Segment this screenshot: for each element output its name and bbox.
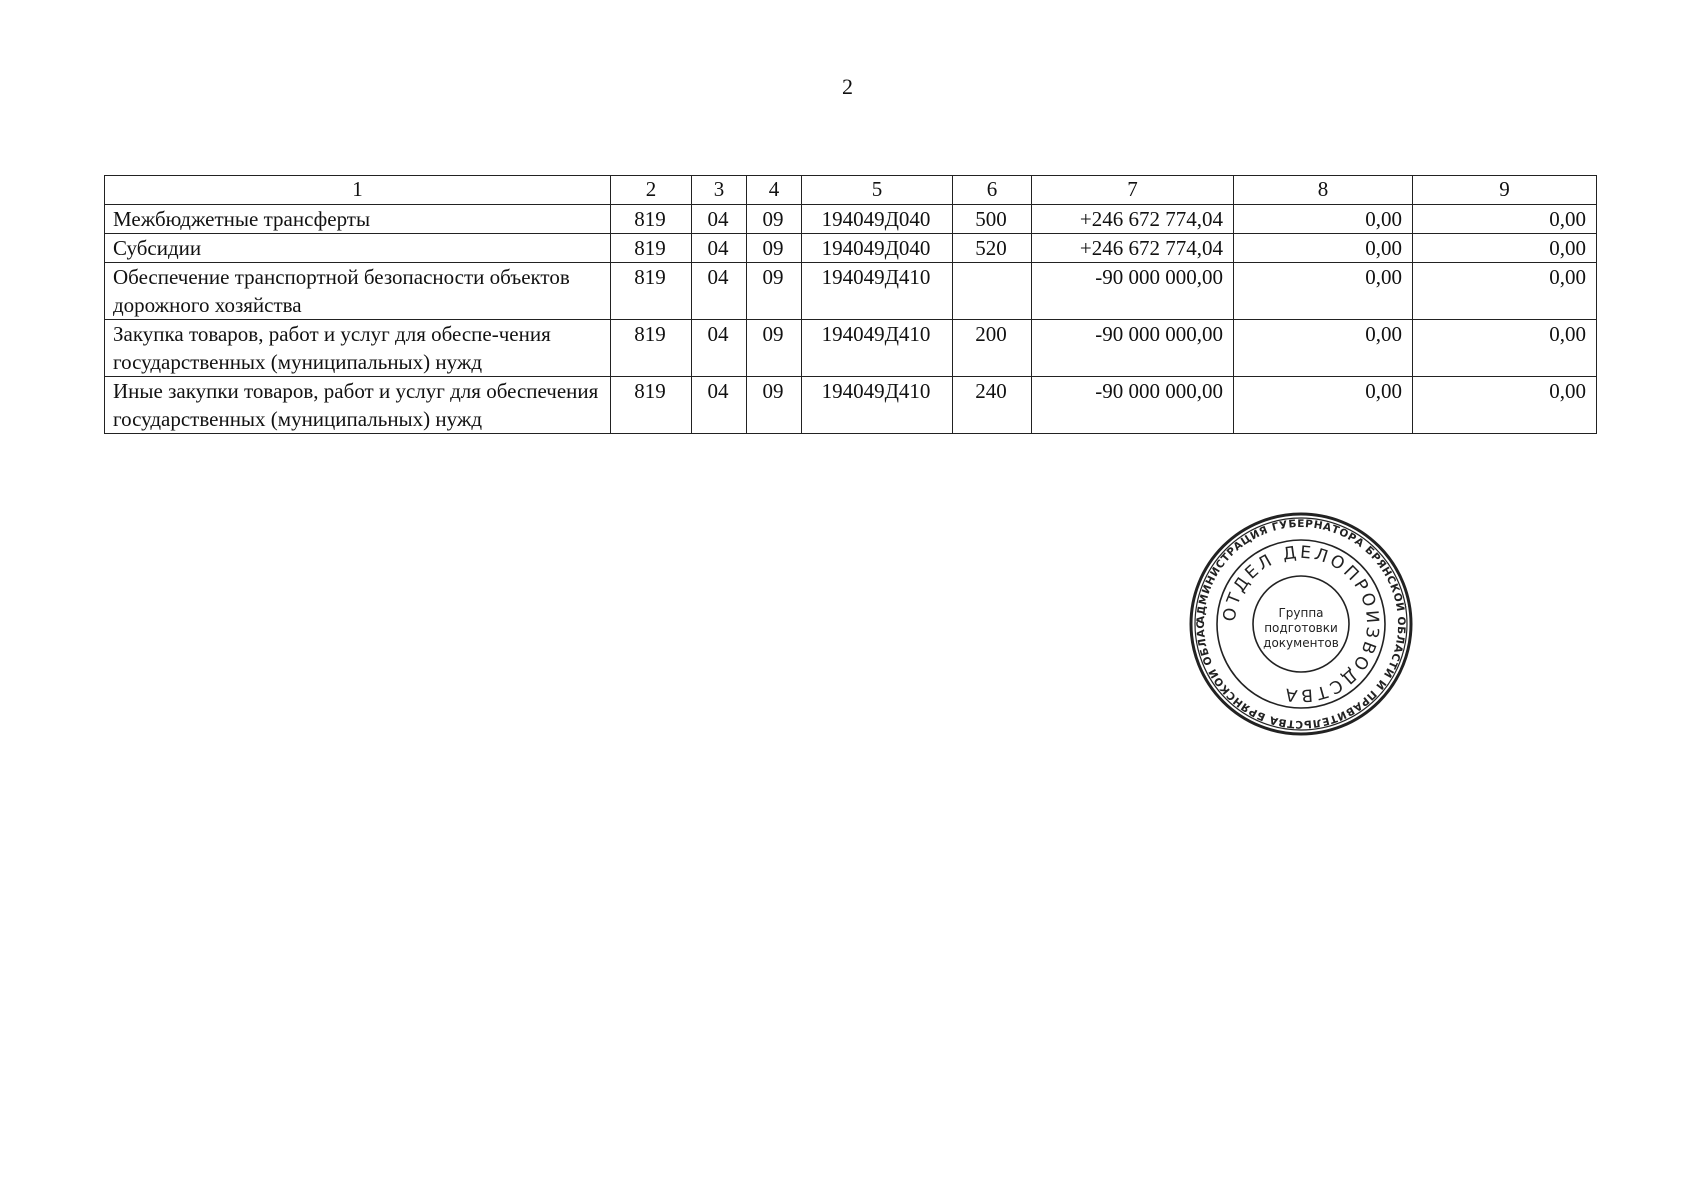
cell-section: 04 <box>692 263 747 320</box>
cell-amount: 0,00 <box>1413 320 1597 377</box>
cell-amount: 0,00 <box>1413 234 1597 263</box>
stamp-center-line: подготовки <box>1264 621 1338 635</box>
table-row <box>105 205 1597 234</box>
cell-subsection: 09 <box>747 320 802 377</box>
header-row <box>105 176 1597 205</box>
column-header: 5 <box>802 176 953 205</box>
cell-amount: 0,00 <box>1234 320 1413 377</box>
cell-code: 819 <box>611 205 692 234</box>
column-header: 6 <box>953 176 1032 205</box>
cell-expense-type: 200 <box>953 320 1032 377</box>
cell-target: 194049Д410 <box>802 320 953 377</box>
page-number: 2 <box>842 74 853 99</box>
table-row <box>105 234 1597 263</box>
cell-target: 194049Д410 <box>802 263 953 320</box>
column-header: 4 <box>747 176 802 205</box>
cell-amount: 0,00 <box>1413 377 1597 434</box>
cell-amount: 0,00 <box>1234 205 1413 234</box>
column-header: 7 <box>1032 176 1234 205</box>
stamp-center-line: документов <box>1263 636 1339 650</box>
cell-amount: 0,00 <box>1413 263 1597 320</box>
stamp-outer-text: АДМИНИСТРАЦИЯ ГУБЕРНАТОРА БРЯНСКОЙ ОБЛАСТИ И ПРАВИТЕЛЬСТВА БРЯНСКОЙ ОБЛАС <box>1194 517 1408 731</box>
cell-amount: -90 000 000,00 <box>1032 320 1234 377</box>
cell-subsection: 09 <box>747 205 802 234</box>
cell-code: 819 <box>611 263 692 320</box>
row-name: Иные закупки товаров, работ и услуг для обеспечения государственных (муниципальных) нужд <box>105 377 611 434</box>
row-name: Обеспечение транспортной безопасности объектов дорожного хозяйства <box>105 263 611 320</box>
cell-target: 194049Д410 <box>802 377 953 434</box>
cell-subsection: 09 <box>747 263 802 320</box>
table-row <box>105 377 1597 434</box>
cell-section: 04 <box>692 234 747 263</box>
cell-subsection: 09 <box>747 234 802 263</box>
cell-code: 819 <box>611 320 692 377</box>
cell-section: 04 <box>692 320 747 377</box>
cell-expense-type: 240 <box>953 377 1032 434</box>
column-header: 8 <box>1234 176 1413 205</box>
cell-section: 04 <box>692 377 747 434</box>
row-name: Субсидии <box>105 234 611 263</box>
cell-amount: 0,00 <box>1234 234 1413 263</box>
cell-code: 819 <box>611 234 692 263</box>
cell-amount: +246 672 774,04 <box>1032 205 1234 234</box>
stamp-department-text: ОТДЕЛ ДЕЛОПРОИЗВОДСТВА <box>1219 542 1383 706</box>
cell-amount: 0,00 <box>1234 263 1413 320</box>
row-name: Закупка товаров, работ и услуг для обеспе-чения государственных (муниципальных) нужд <box>105 320 611 377</box>
column-header: 1 <box>105 176 611 205</box>
column-header: 3 <box>692 176 747 205</box>
column-header: 9 <box>1413 176 1597 205</box>
cell-amount: 0,00 <box>1234 377 1413 434</box>
cell-target: 194049Д040 <box>802 234 953 263</box>
column-header: 2 <box>611 176 692 205</box>
row-name: Межбюджетные трансферты <box>105 205 611 234</box>
table-row <box>105 320 1597 377</box>
stamp-center-line: Группа <box>1278 606 1324 620</box>
official-stamp <box>1188 511 1414 737</box>
cell-amount: -90 000 000,00 <box>1032 263 1234 320</box>
cell-target: 194049Д040 <box>802 205 953 234</box>
cell-amount: -90 000 000,00 <box>1032 377 1234 434</box>
cell-code: 819 <box>611 377 692 434</box>
cell-expense-type <box>953 263 1032 320</box>
cell-subsection: 09 <box>747 377 802 434</box>
cell-expense-type: 520 <box>953 234 1032 263</box>
cell-section: 04 <box>692 205 747 234</box>
cell-amount: +246 672 774,04 <box>1032 234 1234 263</box>
table-row <box>105 263 1597 320</box>
cell-expense-type: 500 <box>953 205 1032 234</box>
cell-amount: 0,00 <box>1413 205 1597 234</box>
budget-table <box>104 175 1597 434</box>
